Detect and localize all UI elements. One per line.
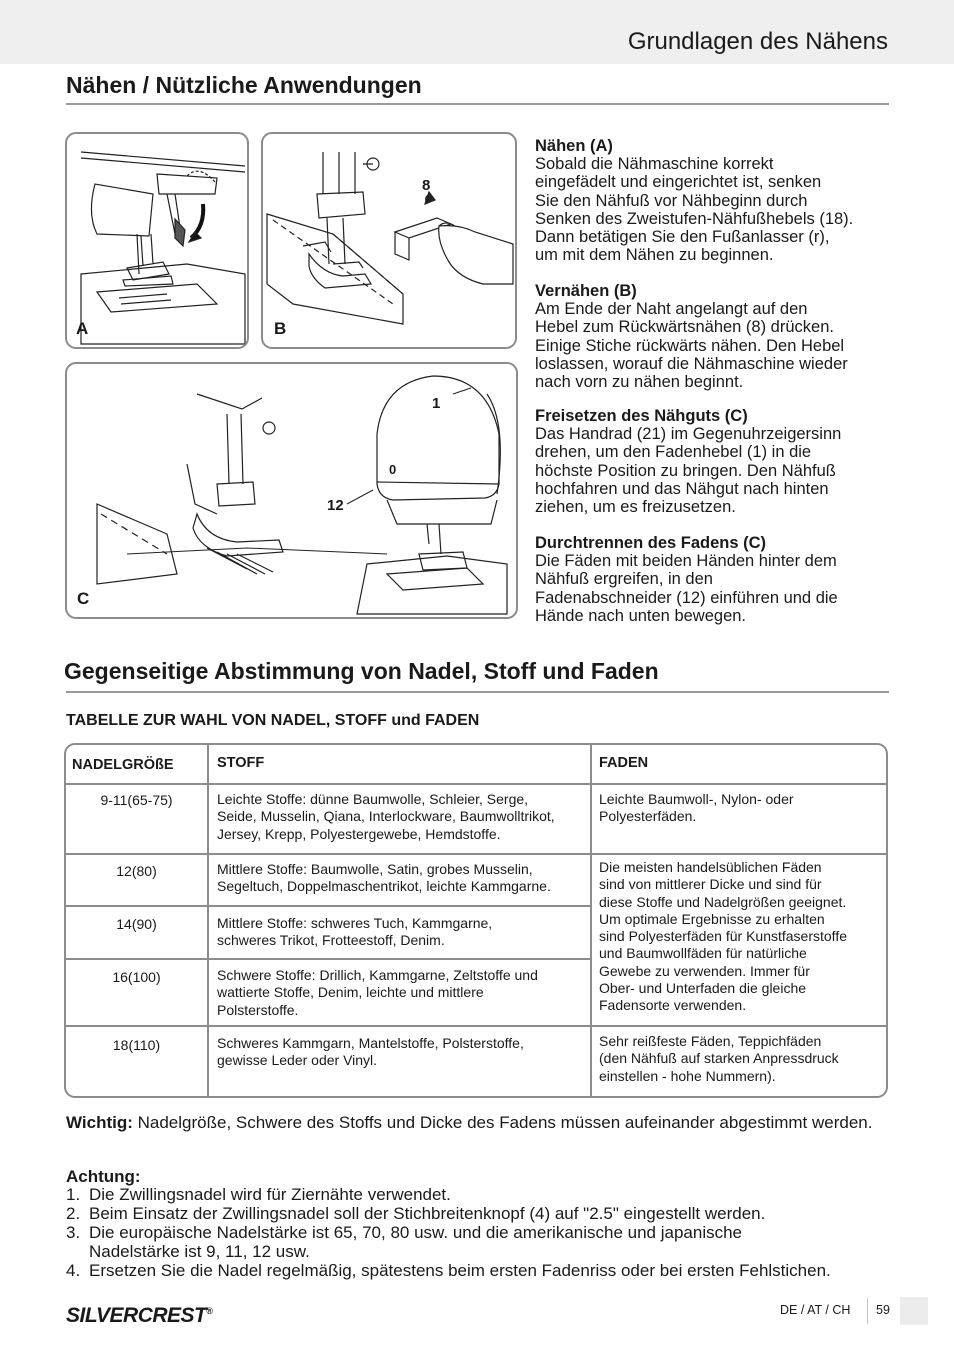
instruction-body: Das Handrad (21) im Gegenuhrzeigersinn drehen, um den Fadenhebel (1) in die höchste Position zu bringen. Den Nähfuß hochfahren und das Nähgut nach hinten ziehen, um es freizusetzen. (535, 425, 842, 517)
instruction-body: Die Fäden mit beiden Händen hinter dem Nähfuß ergreifen, in den Fadenabschneider (12) einführen und die Hände nach unten bewegen. (535, 552, 838, 625)
list-item (66, 1204, 916, 1223)
heading-rule (66, 103, 889, 105)
caution-label: Achtung: (66, 1167, 141, 1186)
table-caption: TABELLE ZUR WAHL VON NADEL, STOFF und FADEN (66, 712, 480, 729)
thread-cell: Die meisten handelsüblichen Fäden sind von mittlerer Dicke und sind für diese Stoffe und Nadelgrößen geeignet. Um optimale Ergebnisse zu erhalten sind Polyesterfäden für Kunstfaserstoffe und Baumwollfäden für natürliche Gewebe zu verwenden. Immer für Ober- und Unterfaden die gleiche Fadensorte verwenden. (599, 859, 847, 1014)
table-row-rule (66, 905, 590, 907)
header-fabric: STOFF (217, 755, 265, 771)
needle-size-cell: 12(80) (116, 863, 157, 879)
callout-12: 12 (327, 497, 344, 514)
figure-label-a: A (76, 319, 89, 338)
instruction-body: Sobald die Nähmaschine korrekt eingefädelt und eingerichtet ist, senken Sie den Nähfuß vor Nähbeginn durch Senken des Zweistufen-Nähfußhebels (18). Dann betätigen Sie den Fußanlasser (r), um mit dem Nähen zu beginnen. (535, 155, 854, 265)
thread-cell: Sehr reißfeste Fäden, Teppichfäden (den Nähfuß auf starken Anpressdruck einstellen - hohe Nummern). (599, 1033, 839, 1084)
thread-cutter-illustration (67, 364, 516, 617)
header-thread: FADEN (599, 755, 649, 771)
figure-a (65, 132, 249, 349)
table-row-rule (66, 1025, 888, 1027)
chapter-title: Grundlagen des Nähens (627, 28, 888, 55)
needle-size-cell: 9-11(65-75) (100, 792, 173, 808)
thread-cell: Leichte Baumwoll-, Nylon- oder Polyesterfäden. (599, 791, 794, 825)
fabric-cell: Leichte Stoffe: dünne Baumwolle, Schleier, Serge, Seide, Musselin, Qiana, Interlockware, Baumwolltrikot, Jersey, Krepp, Polyestergewebe, Hemdstoffe. (217, 791, 555, 842)
important-text: Nadelgröße, Schwere des Stoffs und Dicke des Fadens müssen aufeinander abgestimmt werden. (132, 1113, 873, 1132)
dial-zero: 0 (389, 462, 397, 477)
instruction-title: Freisetzen des Nähguts (C) (535, 407, 748, 425)
needle-fabric-thread-table (64, 743, 888, 1098)
instruction-release-fabric (535, 407, 905, 516)
figure-label-c: C (77, 589, 90, 608)
table-header-rule (66, 783, 888, 785)
list-number: 3. (66, 1223, 81, 1242)
fabric-cell: Mittlere Stoffe: Baumwolle, Satin, grobes Musselin, Segeltuch, Doppelmaschentrikot, leichte Kammgarne. (217, 861, 551, 895)
figure-label-b: B (274, 319, 287, 338)
instruction-title: Vernähen (B) (535, 282, 637, 300)
table-col-rule (207, 745, 209, 1098)
list-item (66, 1185, 916, 1204)
footer-tab (900, 1297, 928, 1325)
table-row-rule (66, 958, 590, 960)
table-col-rule (590, 745, 592, 1098)
instruction-backstitch (535, 282, 905, 391)
fabric-cell: Schwere Stoffe: Drillich, Kammgarne, Zeltstoffe und wattierte Stoffe, Denim, leichte und mittlere Polsterstoffe. (217, 967, 538, 1018)
list-item (66, 1261, 916, 1280)
list-number: 1. (66, 1185, 81, 1204)
instruction-cut-thread (535, 534, 905, 625)
important-label: Wichtig: (66, 1113, 133, 1132)
list-item (66, 1223, 916, 1261)
sewing-machine-lowering-foot-illustration (67, 134, 247, 347)
figure-c (65, 362, 518, 619)
brand-name: SILVERCREST (66, 1304, 207, 1327)
callout-8: 8 (422, 177, 431, 194)
section-heading-needle-fabric-thread: Gegenseitige Abstimmung von Nadel, Stoff und Faden (64, 658, 659, 684)
instruction-sewing (535, 137, 905, 264)
important-note (66, 1113, 906, 1132)
brand-mark: ® (206, 1306, 213, 1316)
brand-logo (66, 1304, 213, 1328)
footer-divider (867, 1298, 868, 1324)
locale-label: DE / AT / CH (780, 1303, 851, 1317)
figure-b (261, 132, 517, 349)
needle-size-cell: 18(110) (112, 1037, 161, 1053)
section-heading-sewing: Nähen / Nützliche Anwendungen (66, 72, 422, 98)
caution-list (66, 1185, 916, 1280)
instruction-body: Am Ende der Naht angelangt auf den Hebel zum Rückwärtsnähen (8) drücken. Einige Stiche rückwärts nähen. Den Hebel loslassen, worauf die Nähmaschine wieder nach vorn zu nähen beginnt. (535, 300, 848, 392)
list-text: Die europäische Nadelstärke ist 65, 70, 80 usw. und die amerikanische und japanische Nadelstärke ist 9, 11, 12 usw. (89, 1223, 743, 1261)
callout-1: 1 (432, 395, 441, 412)
reverse-stitch-lever-illustration (263, 134, 515, 347)
list-number: 2. (66, 1204, 81, 1223)
instruction-title: Nähen (A) (535, 137, 613, 155)
needle-size-cell: 16(100) (112, 969, 161, 985)
fabric-cell: Schweres Kammgarn, Mantelstoffe, Polsterstoffe, gewisse Leder oder Vinyl. (217, 1035, 524, 1069)
table-row-rule (66, 853, 888, 855)
needle-size-cell: 14(90) (116, 916, 157, 932)
list-number: 4. (66, 1261, 81, 1280)
instruction-title: Durchtrennen des Fadens (C) (535, 534, 767, 552)
page-number: 59 (876, 1303, 890, 1317)
list-text: Beim Einsatz der Zwillingsnadel soll der Stichbreitenknopf (4) auf "2.5" eingestellt werden. (89, 1204, 766, 1223)
heading-rule (66, 691, 889, 693)
list-text: Die Zwillingsnadel wird für Ziernähte verwendet. (89, 1185, 451, 1204)
fabric-cell: Mittlere Stoffe: schweres Tuch, Kammgarne, schweres Trikot, Frotteestoff, Denim. (217, 915, 493, 949)
list-text: Ersetzen Sie die Nadel regelmäßig, spätestens beim ersten Fadenriss oder bei ersten Fehlstichen. (89, 1261, 831, 1280)
header-needle-size: NADELGRÖßE (72, 757, 174, 773)
